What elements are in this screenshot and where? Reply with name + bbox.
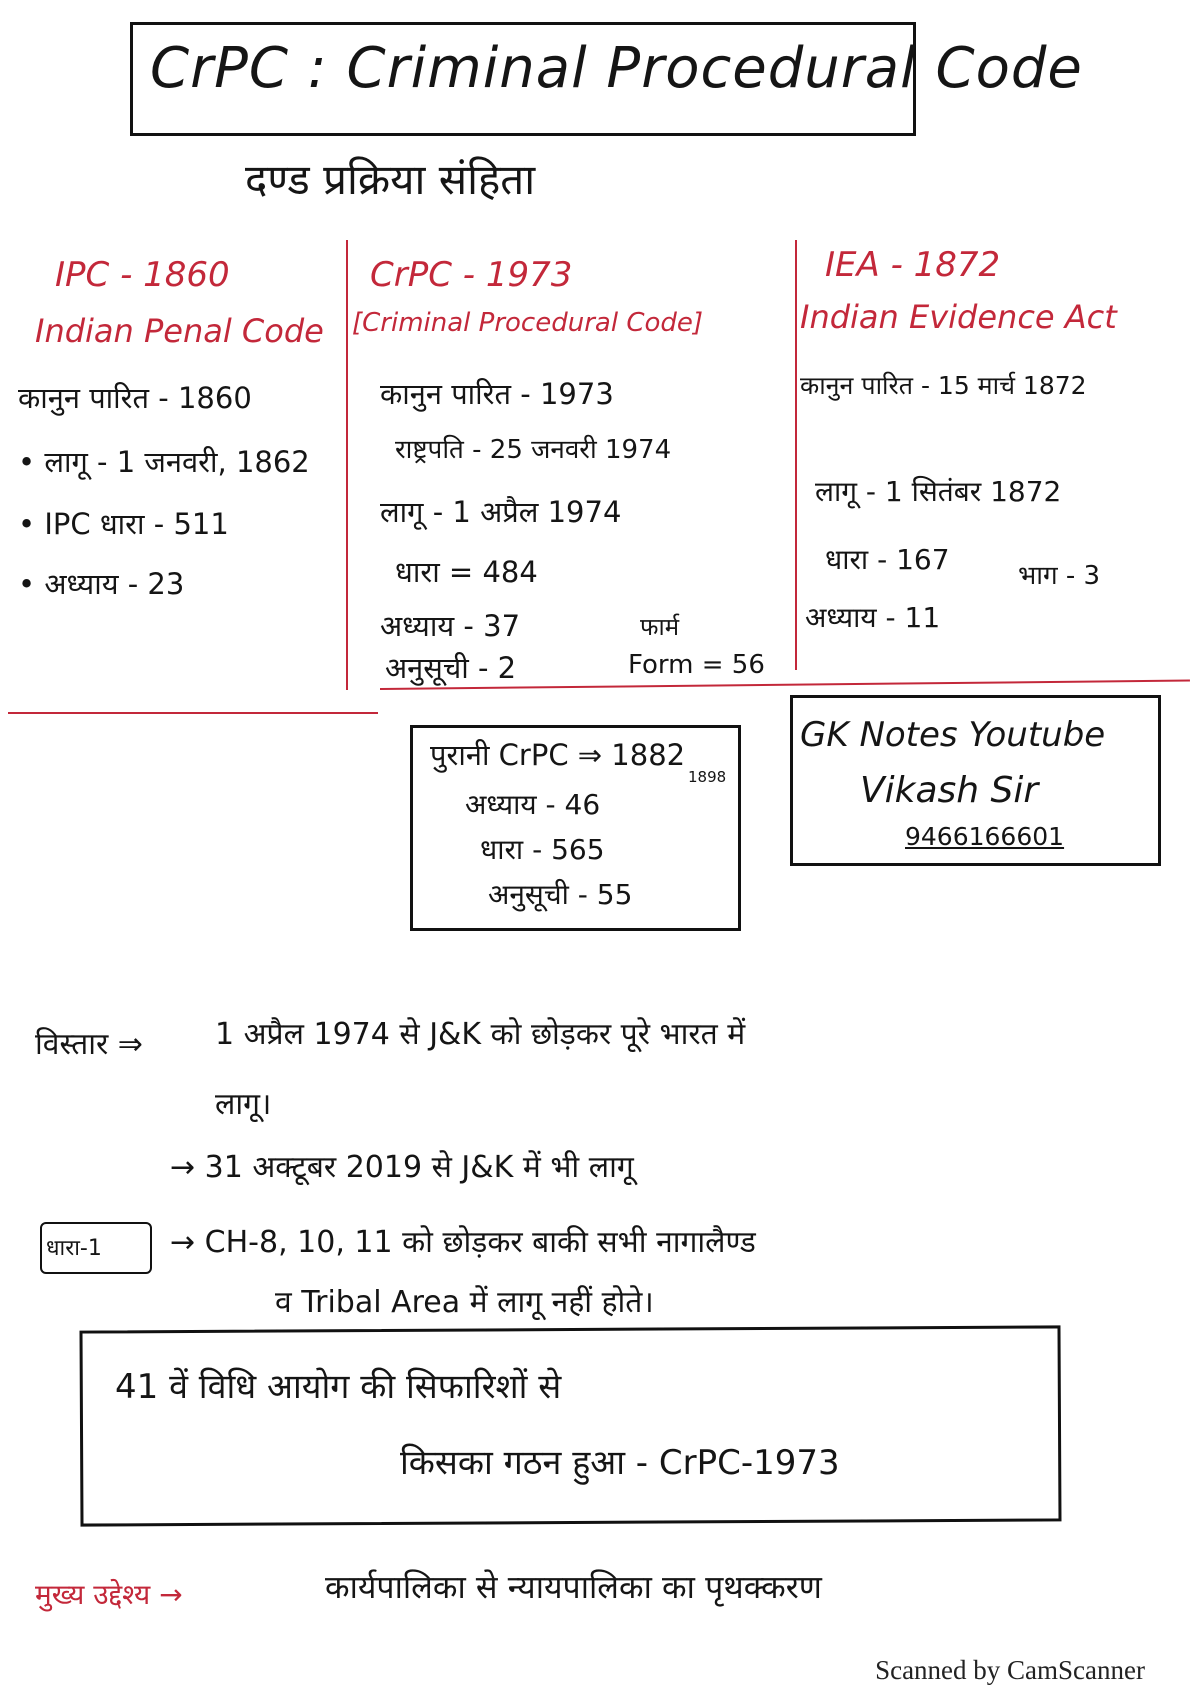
section-1-label: धारा-1 (46, 1236, 102, 1261)
extent-line-2: लागू। (215, 1087, 272, 1122)
extent-line-3: → 31 अक्टूबर 2019 से J&K में भी लागू (170, 1150, 634, 1185)
crpc-form-label: फार्म (640, 613, 680, 641)
column-divider-2 (795, 240, 797, 670)
section-divider-left (8, 712, 378, 714)
extent-label: विस्तार ⇒ (35, 1027, 143, 1062)
crpc-line-chapters: अध्याय - 37 (380, 609, 521, 643)
crpc-subheading: [Criminal Procedural Code] (352, 308, 704, 338)
objective-label: मुख्य उद्देश्य → (35, 1578, 183, 1611)
old-crpc-line-schedules: अनुसूची - 55 (488, 878, 633, 911)
ipc-line-chapters: • अध्याय - 23 (18, 567, 185, 601)
youtube-phone: 9466166601 (905, 822, 1065, 851)
iea-subheading: Indian Evidence Act (800, 298, 1117, 336)
old-crpc-line-chapters: अध्याय - 46 (465, 788, 601, 821)
crpc-line-schedules: अनुसूची - 2 (385, 651, 517, 685)
page-subtitle: दण्ड प्रक्रिया संहिता (245, 155, 536, 204)
old-crpc-line-sections: धारा - 565 (480, 833, 605, 866)
youtube-author: Vikash Sir (860, 770, 1039, 811)
page-title: CrPC : Criminal Procedural Code (150, 36, 1083, 101)
crpc-line-sections: धारा = 484 (395, 555, 538, 589)
extent-line-5: व Tribal Area में लागू नहीं होते। (275, 1285, 654, 1320)
old-crpc-note: 1898 (688, 768, 727, 786)
iea-heading: IEA - 1872 (825, 245, 1001, 285)
crpc-form-value: Form = 56 (628, 650, 765, 680)
old-crpc-line-year: पुरानी CrPC ⇒ 1882 (430, 738, 686, 772)
extent-line-1: 1 अप्रैल 1974 से J&K को छोड़कर पूरे भारत में (215, 1017, 746, 1052)
crpc-heading: CrPC - 1973 (370, 255, 573, 295)
crpc-line-passed: कानुन पारित - 1973 (380, 377, 614, 411)
ipc-line-passed: कानुन पारित - 1860 (18, 381, 252, 415)
iea-line-passed: कानुन पारित - 15 मार्च 1872 (800, 371, 1087, 400)
iea-line-chapters: अध्याय - 11 (805, 601, 941, 634)
ipc-line-sections: • IPC धारा - 511 (18, 507, 229, 541)
commission-line-2: किसका गठन हुआ - CrPC-1973 (400, 1443, 840, 1483)
column-divider-1 (346, 240, 348, 690)
iea-line-sections: धारा - 167 (825, 543, 950, 576)
scanner-watermark: Scanned by CamScanner (875, 1655, 1145, 1685)
extent-line-4: → CH-8, 10, 11 को छोड़कर बाकी सभी नागालैण्ड (170, 1225, 756, 1260)
law-commission-box (79, 1325, 1061, 1526)
commission-line-1: 41 वें विधि आयोग की सिफारिशों से (115, 1367, 562, 1407)
ipc-subheading: Indian Penal Code (35, 312, 324, 350)
objective-text: कार्यपालिका से न्यायपालिका का पृथक्करण (325, 1568, 822, 1606)
crpc-line-president: राष्ट्रपति - 25 जनवरी 1974 (395, 435, 672, 465)
youtube-channel: GK Notes Youtube (800, 715, 1106, 755)
iea-part: भाग - 3 (1018, 561, 1101, 591)
crpc-line-enforced: लागू - 1 अप्रैल 1974 (380, 495, 622, 529)
ipc-heading: IPC - 1860 (55, 255, 230, 295)
iea-line-enforced: लागू - 1 सितंबर 1872 (815, 475, 1062, 508)
ipc-line-enforced: • लागू - 1 जनवरी, 1862 (18, 445, 310, 479)
